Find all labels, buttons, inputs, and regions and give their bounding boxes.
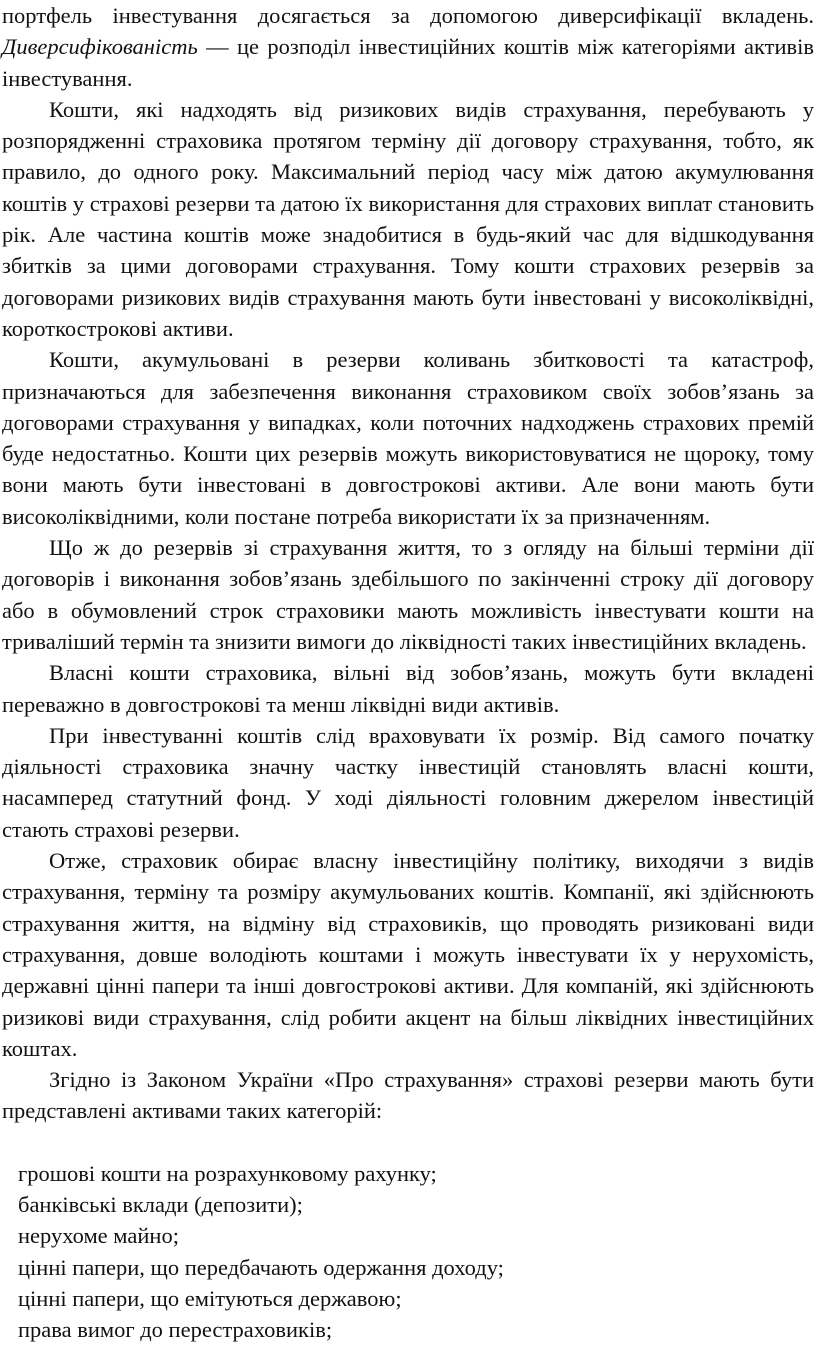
paragraph-investment-policy: Отже, страховик обирає власну інвестиційну політику, виходячи з видів страхування, терміну та розміру акумульованих коштів. Компанії, які здійснюють страхування життя, на відміну від страховиків, що проводять ризиковані види страхування, довше володіють коштами і можуть інвестувати їх у нерухомість, державні цінні папери та інші довгострокові активи. Для компаній, які здійснюють ризикові види страхування, слід робити акцент на більш ліквідних інвестиційних коштах. — [2, 848, 814, 1061]
paragraph-diversification — [2, 0, 814, 94]
list-item: нерухоме майно; — [18, 1223, 179, 1249]
list-item: цінні папери, що передбачають одержання доходу; — [18, 1254, 504, 1280]
paragraph-risk-insurance: Кошти, які надходять від ризикових видів страхування, перебувають у розпорядженні страховика протягом терміну дії договору страхування, тобто, як правило, до одного року. Максимальний період часу між датою акумулювання коштів у страхові резерви та датою їх використання для страхових виплат становить рік. Але частина коштів може знадобитися в будь-який час для відшкодування збитків за цими договорами страхування. Тому кошти страхових резервів за договорами ризикових видів страхування мають бути інвестовані у високоліквідні, короткострокові активи. — [2, 96, 814, 341]
list-item: банківські вклади (депозити); — [18, 1191, 303, 1217]
paragraph-fluctuation-reserves: Кошти, акумульовані в резерви коливань збитковості та катастроф, призначаються для забезпечення виконання страховиком своїх зобов’язань за договорами страхування у випадках, коли поточних надходжень страхових премій буде недостатньо. Кошти цих резервів можуть використовуватися не щороку, тому вони мають бути інвестовані в довгострокові активи. Але вони мають бути високоліквідними, коли постане потреба використати їх за призначенням. — [2, 347, 814, 529]
document-page — [2, 0, 814, 1345]
list-item: права вимог до перестраховиків; — [18, 1317, 333, 1343]
asset-categories-list — [2, 1158, 814, 1345]
paragraph-own-funds: Власні кошти страховика, вільні від зобов’язань, можуть бути вкладені переважно в довгострокові та менш ліквідні види активів. — [2, 660, 814, 717]
term-diversification: Диверсифікованість — [2, 34, 198, 60]
list-item: грошові кошти на розрахунковому рахунку; — [18, 1160, 437, 1186]
definition-text: — це розподіл інвестиційних коштів між категоріями активів інвестування. — [2, 34, 814, 91]
paragraph-text: портфель інвестування досягається за допомогою диверсифікації вкладень. — [2, 3, 814, 28]
list-item: цінні папери, що емітуються державою; — [18, 1285, 402, 1311]
paragraph-investment-size: При інвестуванні коштів слід враховувати їх розмір. Від самого початку діяльності страховика значну частку інвестицій становлять власні кошти, насамперед статутний фонд. У ході діяльності головним джерелом інвестицій стають страхові резерви. — [2, 722, 814, 842]
paragraph-law-reference: Згідно із Законом України «Про страхування» страхові резерви мають бути представлені активами таких категорій: — [2, 1067, 814, 1124]
paragraph-life-insurance: Що ж до резервів зі страхування життя, то з огляду на більші терміни дії договорів і виконання зобов’язань здебільшого по закінченні строку дії договору або в обумовлений строк страховики мають можливість інвестувати кошти на триваліший термін та знизити вимоги до ліквідності таких інвестиційних вкладень. — [2, 535, 814, 654]
